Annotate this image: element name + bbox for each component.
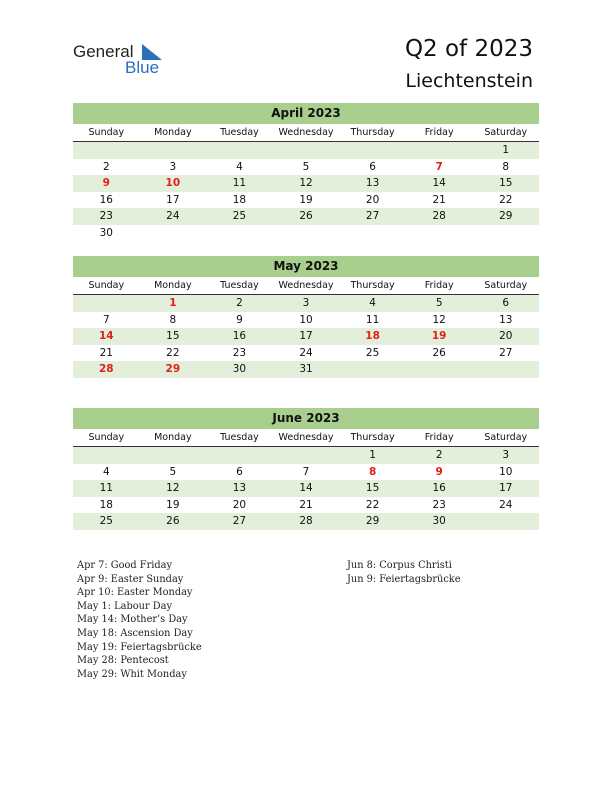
day-cell: 21 bbox=[99, 346, 113, 359]
brand-name-blue: Blue bbox=[125, 58, 160, 77]
day-cell: 27 bbox=[499, 346, 513, 359]
day-cell: 25 bbox=[232, 210, 247, 223]
day-cell: 13 bbox=[365, 177, 380, 190]
day-cell: 23 bbox=[99, 210, 113, 223]
day-cell: 30 bbox=[99, 226, 113, 239]
day-cell: 19 bbox=[166, 498, 180, 511]
day-cell: 4 bbox=[102, 465, 110, 478]
day-cell: 26 bbox=[299, 210, 313, 223]
day-cell: 17 bbox=[499, 482, 513, 495]
page-subtitle: Liechtenstein bbox=[405, 70, 533, 92]
day-cell: 3 bbox=[169, 160, 177, 173]
day-cell: 4 bbox=[236, 160, 243, 173]
weekday-label: Friday bbox=[424, 127, 454, 138]
week-row bbox=[73, 328, 539, 345]
day-cell: 29 bbox=[365, 515, 380, 528]
empty-day-cell bbox=[206, 142, 273, 159]
day-cell: 6 bbox=[369, 160, 376, 173]
day-cell: 21 bbox=[299, 498, 313, 511]
weekday-header-row bbox=[73, 429, 539, 447]
weekday-label: Sunday bbox=[88, 432, 125, 443]
weekday-label: Sunday bbox=[88, 280, 125, 291]
weekday-label: Wednesday bbox=[278, 432, 334, 443]
weekday-label: Wednesday bbox=[278, 280, 334, 291]
day-cell: 23 bbox=[232, 346, 247, 359]
day-cell: 16 bbox=[99, 193, 113, 206]
holiday-notes-right bbox=[347, 559, 461, 586]
day-cell: 28 bbox=[98, 363, 114, 376]
day-cell: 6 bbox=[236, 465, 243, 478]
week-row bbox=[73, 208, 539, 225]
day-cell: 7 bbox=[302, 465, 310, 478]
day-cell: 19 bbox=[299, 193, 313, 206]
empty-day-cell bbox=[273, 142, 340, 159]
day-cell: 29 bbox=[165, 363, 181, 376]
day-cell: 22 bbox=[166, 346, 180, 359]
empty-day-cell bbox=[472, 225, 539, 242]
holiday-note: Apr 9: Easter Sunday bbox=[77, 573, 184, 585]
empty-day-cell bbox=[472, 513, 539, 530]
empty-day-cell bbox=[273, 447, 340, 464]
week-row bbox=[73, 464, 539, 481]
month-may bbox=[73, 256, 539, 378]
weekday-label: Monday bbox=[154, 432, 192, 443]
day-cell: 11 bbox=[99, 482, 113, 495]
day-cell: 15 bbox=[166, 330, 180, 343]
day-cell: 27 bbox=[365, 210, 380, 223]
day-cell: 15 bbox=[499, 177, 513, 190]
week-row bbox=[73, 312, 539, 329]
month-june bbox=[73, 408, 539, 530]
week-row bbox=[73, 447, 539, 464]
weekday-label: Saturday bbox=[484, 280, 528, 291]
day-cell: 9 bbox=[435, 465, 443, 478]
day-cell: 7 bbox=[435, 160, 443, 173]
week-row bbox=[73, 192, 539, 209]
day-cell: 14 bbox=[98, 330, 114, 343]
weekday-label: Friday bbox=[424, 432, 454, 443]
day-cell: 5 bbox=[435, 297, 443, 309]
week-row bbox=[73, 142, 539, 159]
day-cell: 18 bbox=[99, 498, 113, 511]
day-cell: 29 bbox=[499, 210, 513, 223]
holiday-notes-left bbox=[77, 559, 202, 681]
day-cell: 11 bbox=[365, 313, 380, 326]
empty-day-cell bbox=[206, 225, 273, 242]
day-cell: 6 bbox=[502, 297, 510, 309]
day-cell: 8 bbox=[169, 313, 177, 326]
week-row bbox=[73, 513, 539, 530]
week-row bbox=[73, 175, 539, 192]
week-row bbox=[73, 497, 539, 514]
holiday-note: May 1: Labour Day bbox=[77, 600, 173, 612]
empty-day-cell bbox=[472, 361, 539, 378]
day-cell: 14 bbox=[432, 177, 446, 190]
empty-day-cell bbox=[140, 225, 207, 242]
day-cell: 1 bbox=[369, 449, 376, 461]
weekday-label: Tuesday bbox=[220, 127, 259, 138]
page-title: Q2 of 2023 bbox=[404, 36, 533, 62]
day-cell: 17 bbox=[299, 330, 313, 343]
day-cell: 20 bbox=[232, 498, 247, 511]
day-cell: 16 bbox=[432, 482, 446, 495]
brand-name-general: General bbox=[73, 42, 134, 61]
day-cell: 30 bbox=[432, 515, 446, 528]
weekday-label: Thursday bbox=[350, 127, 395, 138]
empty-day-cell bbox=[406, 361, 473, 378]
day-cell: 8 bbox=[368, 465, 377, 478]
month-april bbox=[73, 103, 539, 242]
weekday-header-row bbox=[73, 124, 539, 142]
day-cell: 28 bbox=[432, 210, 446, 223]
day-cell: 2 bbox=[236, 297, 243, 309]
empty-day-cell bbox=[140, 447, 207, 464]
day-cell: 19 bbox=[431, 330, 447, 343]
weekday-label: Friday bbox=[424, 280, 454, 291]
empty-day-cell bbox=[73, 447, 140, 464]
empty-day-cell bbox=[339, 361, 406, 378]
day-cell: 22 bbox=[365, 498, 380, 511]
day-cell: 15 bbox=[365, 482, 380, 495]
week-row bbox=[73, 159, 539, 176]
day-cell: 25 bbox=[99, 515, 113, 528]
day-cell: 20 bbox=[365, 193, 380, 206]
day-cell: 12 bbox=[299, 177, 313, 190]
day-cell: 5 bbox=[302, 160, 310, 173]
day-cell: 26 bbox=[166, 515, 180, 528]
day-cell: 12 bbox=[432, 313, 446, 326]
day-cell: 30 bbox=[232, 363, 247, 376]
day-cell: 31 bbox=[299, 363, 313, 376]
day-cell: 14 bbox=[299, 482, 313, 495]
day-cell: 8 bbox=[502, 160, 510, 173]
day-cell: 21 bbox=[432, 193, 446, 206]
day-cell: 1 bbox=[169, 297, 177, 309]
weekday-label: Tuesday bbox=[220, 280, 259, 291]
empty-day-cell bbox=[406, 225, 473, 242]
day-cell: 28 bbox=[299, 515, 313, 528]
week-row bbox=[73, 295, 539, 312]
holiday-note: Apr 10: Easter Monday bbox=[77, 587, 193, 599]
weekday-label: Thursday bbox=[350, 432, 395, 443]
day-cell: 27 bbox=[232, 515, 247, 528]
empty-day-cell bbox=[73, 295, 140, 312]
day-cell: 17 bbox=[166, 193, 180, 206]
weekday-label: Sunday bbox=[88, 127, 125, 138]
empty-day-cell bbox=[273, 225, 340, 242]
day-cell: 4 bbox=[369, 297, 376, 309]
day-cell: 9 bbox=[102, 177, 110, 190]
day-cell: 1 bbox=[502, 144, 510, 156]
day-cell: 22 bbox=[499, 193, 513, 206]
week-row bbox=[73, 361, 539, 378]
empty-day-cell bbox=[406, 142, 473, 159]
holiday-note: Apr 7: Good Friday bbox=[77, 560, 173, 571]
holiday-note: Jun 8: Corpus Christi bbox=[347, 560, 452, 571]
weekday-label: Monday bbox=[154, 280, 192, 291]
holiday-note: May 19: Feiertagsbrücke bbox=[77, 641, 202, 653]
empty-day-cell bbox=[206, 447, 273, 464]
holiday-note: Jun 9: Feiertagsbrücke bbox=[347, 573, 461, 585]
day-cell: 9 bbox=[236, 313, 243, 326]
empty-day-cell bbox=[339, 225, 406, 242]
weekday-label: Saturday bbox=[484, 127, 528, 138]
day-cell: 12 bbox=[166, 482, 180, 495]
empty-day-cell bbox=[140, 142, 207, 159]
month-title: April 2023 bbox=[73, 103, 539, 124]
month-title: May 2023 bbox=[73, 256, 539, 277]
weekday-label: Tuesday bbox=[220, 432, 259, 443]
day-cell: 26 bbox=[432, 346, 446, 359]
day-cell: 7 bbox=[102, 313, 110, 326]
weekday-label: Saturday bbox=[484, 432, 528, 443]
day-cell: 10 bbox=[165, 177, 181, 190]
day-cell: 11 bbox=[232, 177, 247, 190]
day-cell: 13 bbox=[499, 313, 513, 326]
holiday-note: May 28: Pentecost bbox=[77, 655, 169, 667]
week-row bbox=[73, 480, 539, 497]
day-cell: 2 bbox=[102, 160, 110, 173]
week-row bbox=[73, 225, 539, 242]
day-cell: 3 bbox=[302, 297, 310, 309]
day-cell: 13 bbox=[232, 482, 247, 495]
holiday-note: May 18: Ascension Day bbox=[77, 627, 193, 639]
weekday-label: Wednesday bbox=[278, 127, 334, 138]
weekday-label: Monday bbox=[154, 127, 192, 138]
day-cell: 3 bbox=[502, 449, 510, 461]
day-cell: 24 bbox=[166, 210, 180, 223]
weekday-header-row bbox=[73, 277, 539, 295]
day-cell: 16 bbox=[232, 330, 247, 343]
day-cell: 18 bbox=[232, 193, 247, 206]
day-cell: 25 bbox=[365, 346, 380, 359]
day-cell: 10 bbox=[499, 465, 513, 478]
empty-day-cell bbox=[339, 142, 406, 159]
day-cell: 23 bbox=[432, 498, 446, 511]
day-cell: 10 bbox=[299, 313, 313, 326]
day-cell: 5 bbox=[169, 465, 177, 478]
empty-day-cell bbox=[73, 142, 140, 159]
week-row bbox=[73, 345, 539, 362]
holiday-note: May 29: Whit Monday bbox=[77, 668, 187, 680]
day-cell: 24 bbox=[299, 346, 313, 359]
day-cell: 24 bbox=[499, 498, 513, 511]
weekday-label: Thursday bbox=[350, 280, 395, 291]
day-cell: 18 bbox=[365, 330, 380, 343]
day-cell: 20 bbox=[499, 330, 513, 343]
day-cell: 2 bbox=[435, 449, 443, 461]
month-title: June 2023 bbox=[73, 408, 539, 429]
holiday-note: May 14: Mother’s Day bbox=[77, 614, 188, 626]
